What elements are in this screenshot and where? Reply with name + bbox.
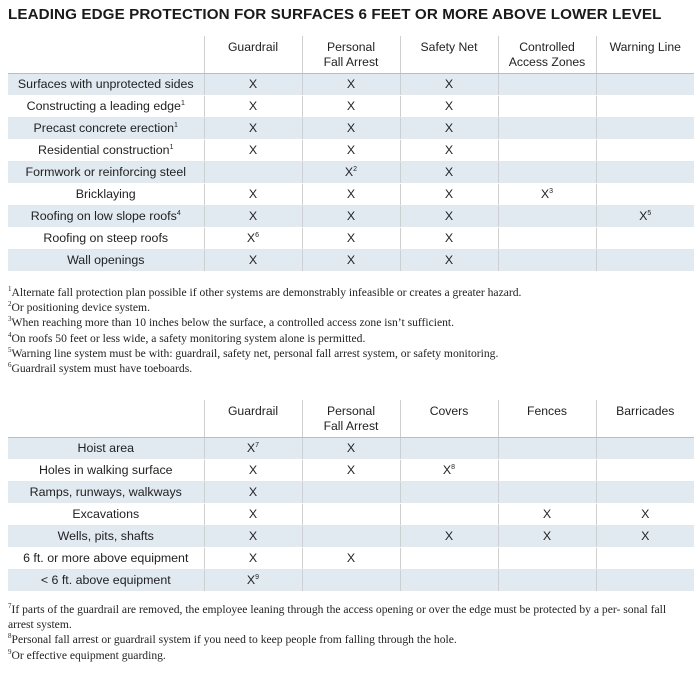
- check-mark: X: [344, 165, 354, 179]
- table-row: [8, 569, 694, 591]
- row-label: [8, 205, 204, 227]
- check-cell: [596, 437, 694, 459]
- row-label-text: Surfaces with unprotected sides: [17, 77, 194, 91]
- table-row: [8, 227, 694, 249]
- table-openings: [8, 400, 694, 592]
- table-row: [8, 481, 694, 503]
- footnote-ref: 2: [353, 166, 358, 173]
- row-label-text: Wells, pits, shafts: [57, 529, 154, 543]
- check-mark: X: [346, 551, 356, 565]
- check-mark: X: [346, 77, 356, 91]
- table-row: [8, 503, 694, 525]
- footnote-number: 2: [8, 300, 12, 309]
- row-label-text: Bricklaying: [75, 187, 136, 201]
- footnote-number: 3: [8, 315, 12, 324]
- row-label-text: Roofing on steep roofs: [43, 231, 169, 245]
- row-label: [8, 95, 204, 117]
- footnote-ref: 6: [255, 232, 260, 239]
- check-cell: [596, 249, 694, 271]
- footnote: [8, 315, 692, 330]
- check-cell: [302, 547, 400, 569]
- row-label-text: Hoist area: [77, 441, 134, 455]
- check-cell: [302, 139, 400, 161]
- check-cell: [498, 139, 596, 161]
- check-mark: X: [444, 209, 454, 223]
- check-cell: [596, 205, 694, 227]
- check-cell: [498, 481, 596, 503]
- check-cell: [400, 525, 498, 547]
- column-header: [400, 400, 498, 437]
- check-cell: [302, 73, 400, 95]
- row-label: [8, 481, 204, 503]
- footnote: [8, 300, 692, 315]
- footnotes-openings: [8, 602, 692, 663]
- check-cell: [302, 503, 400, 525]
- footnote-number: 4: [8, 330, 12, 339]
- table-row: [8, 459, 694, 481]
- check-mark: X: [444, 165, 454, 179]
- check-mark: X: [346, 463, 356, 477]
- check-cell: [302, 161, 400, 183]
- check-cell: [204, 437, 302, 459]
- check-cell: [302, 205, 400, 227]
- header-row: [8, 400, 694, 437]
- check-cell: [596, 547, 694, 569]
- row-label: [8, 73, 204, 95]
- check-cell: [400, 73, 498, 95]
- column-header-line: Access Zones: [508, 55, 586, 69]
- check-cell: [204, 525, 302, 547]
- check-mark: X: [346, 441, 356, 455]
- column-header-line: Safety Net: [420, 40, 478, 54]
- row-label: [8, 547, 204, 569]
- check-mark: X: [248, 253, 258, 267]
- footnote-text: On roofs 50 feet or less wide, a safety monitoring system alone is permitted.: [11, 331, 366, 345]
- footnote-ref: 5: [647, 210, 652, 217]
- table-leading-edge: [8, 36, 694, 272]
- check-mark: X: [248, 121, 258, 135]
- check-mark: X: [542, 507, 552, 521]
- check-mark: X: [346, 253, 356, 267]
- column-header-line: Guardrail: [227, 404, 279, 418]
- check-cell: [400, 95, 498, 117]
- check-mark: X: [346, 187, 356, 201]
- check-cell: [204, 117, 302, 139]
- footnote-text: Or effective equipment guarding.: [11, 648, 166, 662]
- check-cell: [400, 227, 498, 249]
- column-header: [498, 400, 596, 437]
- check-cell: [498, 117, 596, 139]
- check-cell: [204, 161, 302, 183]
- check-cell: [302, 481, 400, 503]
- check-cell: [302, 227, 400, 249]
- corner-cell: [8, 400, 204, 437]
- check-mark: X: [248, 99, 258, 113]
- column-header: [204, 400, 302, 437]
- check-mark: X: [639, 209, 648, 223]
- check-mark: X: [444, 253, 454, 267]
- table-row: [8, 547, 694, 569]
- check-mark: X: [444, 121, 454, 135]
- footnote-ref: 3: [549, 188, 554, 195]
- row-label: [8, 459, 204, 481]
- check-mark: X: [246, 231, 256, 245]
- check-cell: [498, 437, 596, 459]
- footnote-text: Or positioning device system.: [11, 301, 150, 315]
- check-cell: [596, 161, 694, 183]
- column-header-line: Warning Line: [609, 40, 681, 54]
- table-row: [8, 139, 694, 161]
- row-label: [8, 117, 204, 139]
- column-header: [596, 400, 694, 437]
- header-row: [8, 36, 694, 73]
- column-header-line: Personal: [326, 404, 376, 418]
- check-mark: X: [248, 209, 258, 223]
- check-cell: [302, 459, 400, 481]
- check-cell: [498, 95, 596, 117]
- row-label: [8, 249, 204, 271]
- column-header-line: Fences: [527, 404, 567, 418]
- check-cell: [400, 183, 498, 205]
- check-mark: X: [346, 121, 356, 135]
- check-cell: [498, 161, 596, 183]
- check-mark: X: [248, 529, 258, 543]
- footnote: [8, 648, 692, 663]
- page-title: LEADING EDGE PROTECTION FOR SURFACES 6 FEET OR MORE ABOVE LOWER LEVEL: [8, 6, 662, 23]
- footnote-ref: 1: [174, 122, 178, 129]
- check-mark: X: [248, 551, 258, 565]
- row-label-text: 6 ft. or more above equipment: [23, 551, 189, 565]
- check-cell: [596, 503, 694, 525]
- check-cell: [596, 73, 694, 95]
- check-cell: [400, 249, 498, 271]
- row-label: [8, 183, 204, 205]
- table-row: [8, 161, 694, 183]
- check-mark: X: [248, 463, 258, 477]
- check-cell: [400, 139, 498, 161]
- footnote-text: Guardrail system must have toeboards.: [11, 362, 193, 376]
- row-label: [8, 569, 204, 591]
- footnote: [8, 361, 692, 376]
- footnote-text: Alternate fall protection plan possible if other systems are demonstrably infeasible or creates a greater hazard.: [11, 286, 522, 299]
- check-cell: [204, 249, 302, 271]
- check-cell: [204, 503, 302, 525]
- check-cell: [596, 569, 694, 591]
- check-cell: [302, 183, 400, 205]
- column-header: [204, 36, 302, 73]
- check-cell: [498, 569, 596, 591]
- check-mark: X: [444, 99, 454, 113]
- check-mark: X: [444, 187, 454, 201]
- check-mark: X: [248, 143, 258, 157]
- check-cell: [302, 569, 400, 591]
- row-label-text: Excavations: [72, 507, 140, 521]
- check-cell: [498, 183, 596, 205]
- footnote: [8, 285, 692, 300]
- check-cell: [498, 249, 596, 271]
- check-cell: [498, 205, 596, 227]
- check-cell: [302, 95, 400, 117]
- check-mark: X: [444, 143, 454, 157]
- check-mark: X: [248, 507, 258, 521]
- footnote-ref: 7: [255, 442, 260, 449]
- row-label: [8, 437, 204, 459]
- footnote-text: When reaching more than 10 inches below the surface, a controlled access zone isn’t sufficient.: [11, 316, 455, 330]
- footnote-text: If parts of the guardrail are removed, the employee leaning through the access opening or over the edge must be protected by a per- sonal fall arrest system.: [8, 603, 667, 632]
- check-mark: X: [346, 209, 356, 223]
- check-cell: [498, 73, 596, 95]
- check-cell: [498, 547, 596, 569]
- table-row: [8, 249, 694, 271]
- table-row: [8, 205, 694, 227]
- check-cell: [302, 437, 400, 459]
- footnote-text: Personal fall arrest or guardrail system if you need to keep people from falling through the hole.: [11, 633, 457, 647]
- check-cell: [302, 249, 400, 271]
- footnote-ref: 1: [169, 144, 174, 151]
- table-row: [8, 73, 694, 95]
- check-mark: X: [248, 77, 258, 91]
- check-cell: [498, 503, 596, 525]
- row-label: [8, 503, 204, 525]
- row-label: [8, 525, 204, 547]
- row-label-text: Formwork or reinforcing steel: [25, 165, 186, 179]
- check-cell: [302, 117, 400, 139]
- row-label: [8, 161, 204, 183]
- check-cell: [596, 525, 694, 547]
- check-cell: [400, 437, 498, 459]
- footnote-number: 9: [8, 647, 12, 656]
- footnote-ref: 4: [176, 210, 181, 217]
- check-cell: [400, 481, 498, 503]
- check-mark: X: [346, 99, 356, 113]
- check-cell: [204, 205, 302, 227]
- footnote-number: 8: [8, 632, 12, 641]
- column-header-line: Controlled: [519, 40, 575, 54]
- check-cell: [596, 139, 694, 161]
- column-header-line: Guardrail: [227, 40, 279, 54]
- corner-cell: [8, 36, 204, 73]
- footnote-number: 6: [8, 361, 12, 370]
- check-cell: [596, 227, 694, 249]
- footnote-number: 1: [8, 285, 12, 293]
- check-cell: [400, 547, 498, 569]
- column-header: [302, 400, 400, 437]
- check-mark: X: [246, 573, 256, 587]
- row-label-text: Ramps, runways, walkways: [29, 485, 182, 499]
- check-cell: [204, 73, 302, 95]
- check-cell: [400, 569, 498, 591]
- check-cell: [596, 183, 694, 205]
- row-label-text: Precast concrete erection: [33, 121, 175, 135]
- row-label-text: Residential construction: [38, 143, 170, 157]
- row-label-text: Holes in walking surface: [38, 463, 173, 477]
- footnote-text: Warning line system must be with: guardrail, safety net, personal fall arrest system, or safety monitoring.: [11, 346, 499, 360]
- row-label-text: < 6 ft. above equipment: [40, 573, 171, 587]
- check-mark: X: [444, 77, 454, 91]
- check-mark: X: [248, 187, 258, 201]
- check-cell: [498, 227, 596, 249]
- column-header: [596, 36, 694, 73]
- table-row: [8, 95, 694, 117]
- column-header: [400, 36, 498, 73]
- check-cell: [400, 161, 498, 183]
- check-mark: X: [442, 463, 452, 477]
- column-header-line: Fall Arrest: [323, 419, 379, 433]
- footnote-ref: 9: [255, 574, 260, 581]
- table-row: [8, 117, 694, 139]
- check-mark: X: [542, 529, 552, 543]
- column-header-line: Covers: [429, 404, 469, 418]
- check-mark: X: [346, 143, 356, 157]
- check-cell: [204, 227, 302, 249]
- check-cell: [204, 459, 302, 481]
- footnote: [8, 331, 692, 346]
- footnote: [8, 346, 692, 361]
- column-header-line: Fall Arrest: [323, 55, 379, 69]
- check-cell: [400, 503, 498, 525]
- check-mark: X: [444, 231, 454, 245]
- footnote-ref: 1: [180, 100, 185, 107]
- row-label: [8, 227, 204, 249]
- row-label-text: Constructing a leading edge: [26, 99, 181, 113]
- check-cell: [204, 547, 302, 569]
- footnote: [8, 602, 692, 632]
- check-cell: [400, 205, 498, 227]
- check-mark: X: [641, 507, 650, 521]
- check-mark: X: [346, 231, 356, 245]
- column-header-line: Barricades: [616, 404, 675, 418]
- table-row: [8, 437, 694, 459]
- row-label-text: Wall openings: [67, 253, 145, 267]
- check-mark: X: [540, 187, 550, 201]
- check-cell: [596, 459, 694, 481]
- check-cell: [400, 117, 498, 139]
- check-cell: [204, 183, 302, 205]
- check-mark: X: [641, 529, 650, 543]
- check-cell: [596, 117, 694, 139]
- footnote-ref: 8: [451, 464, 456, 471]
- check-cell: [596, 95, 694, 117]
- check-cell: [204, 569, 302, 591]
- column-header-line: Personal: [326, 40, 376, 54]
- column-header: [302, 36, 400, 73]
- footnotes-leading-edge: [8, 285, 692, 376]
- check-mark: X: [444, 529, 454, 543]
- check-cell: [498, 459, 596, 481]
- column-header: [498, 36, 596, 73]
- check-cell: [204, 95, 302, 117]
- footnote-number: 5: [8, 345, 12, 354]
- footnote-number: 7: [8, 602, 12, 610]
- check-cell: [498, 525, 596, 547]
- row-label-text: Roofing on low slope roofs: [30, 209, 177, 223]
- footnote: [8, 632, 692, 647]
- check-cell: [596, 481, 694, 503]
- check-cell: [204, 481, 302, 503]
- check-cell: [204, 139, 302, 161]
- check-cell: [302, 525, 400, 547]
- table-row: [8, 183, 694, 205]
- check-mark: X: [248, 485, 258, 499]
- check-mark: X: [246, 441, 256, 455]
- table-row: [8, 525, 694, 547]
- row-label: [8, 139, 204, 161]
- check-cell: [400, 459, 498, 481]
